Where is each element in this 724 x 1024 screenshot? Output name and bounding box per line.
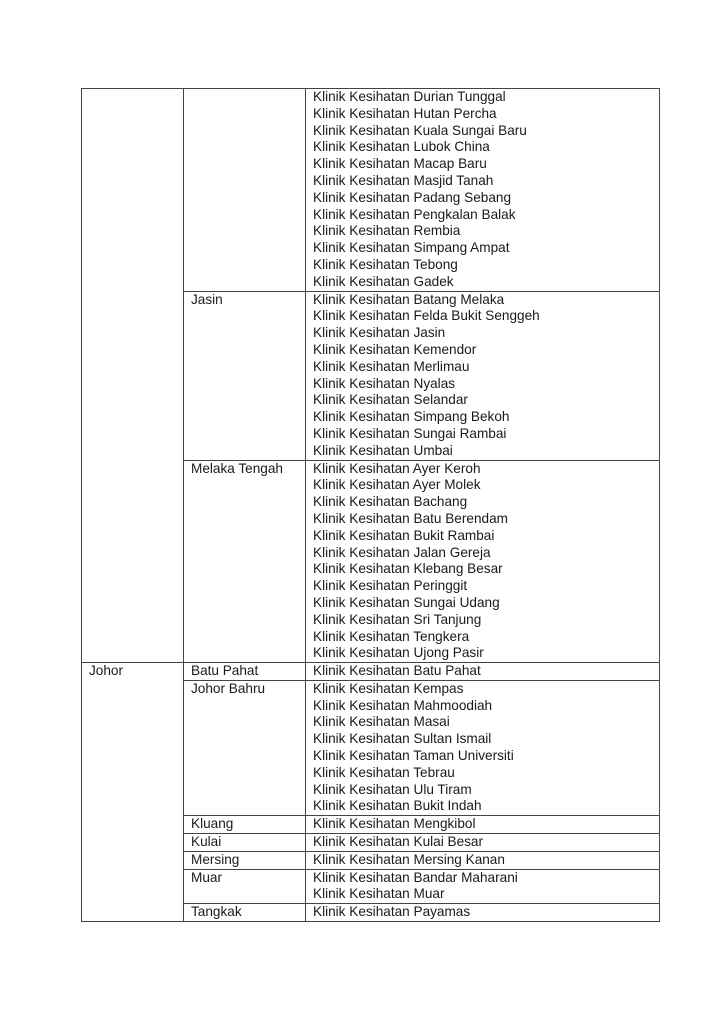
clinic-name: Klinik Kesihatan Jalan Gereja	[313, 544, 491, 560]
clinic-name: Klinik Kesihatan Merlimau	[313, 358, 470, 374]
clinic-name: Klinik Kesihatan Tebong	[313, 256, 458, 272]
clinic-name: Klinik Kesihatan Sungai Udang	[313, 594, 500, 610]
clinic-name: Klinik Kesihatan Klebang Besar	[313, 561, 503, 577]
district-cell: Batu Pahat	[184, 663, 306, 681]
district-cell: Mersing	[184, 851, 306, 869]
clinic-name: Klinik Kesihatan Padang Sebang	[313, 189, 512, 205]
table-row	[82, 663, 660, 681]
clinic-name: Klinik Kesihatan Umbai	[313, 442, 453, 458]
clinic-name: Klinik Kesihatan Selandar	[313, 392, 468, 408]
clinic-name: Klinik Kesihatan Masai	[313, 714, 450, 730]
district-cell: Johor Bahru	[184, 680, 306, 815]
table-row	[82, 89, 660, 292]
clinic-cell	[306, 663, 660, 681]
clinic-name: Klinik Kesihatan Macap Baru	[313, 156, 487, 172]
clinic-cell	[306, 904, 660, 922]
clinic-name: Klinik Kesihatan Nyalas	[313, 375, 456, 391]
clinic-cell	[306, 834, 660, 852]
clinic-name: Klinik Kesihatan Simpang Ampat	[313, 240, 510, 256]
clinic-name: Klinik Kesihatan Ujong Pasir	[313, 645, 484, 661]
district-cell: Muar	[184, 869, 306, 904]
clinic-name: Klinik Kesihatan Kempas	[313, 680, 464, 696]
clinic-name: Klinik Kesihatan Peringgit	[313, 578, 468, 594]
clinic-name: Klinik Kesihatan Muar	[313, 886, 445, 902]
clinic-name: Klinik Kesihatan Bandar Maharani	[313, 869, 518, 885]
clinic-name: Klinik Kesihatan Kuala Sungai Baru	[313, 122, 527, 138]
clinic-name: Klinik Kesihatan Sri Tanjung	[313, 611, 482, 627]
clinic-cell	[306, 680, 660, 815]
clinic-name: Klinik Kesihatan Pengkalan Balak	[313, 206, 516, 222]
clinic-name: Klinik Kesihatan Jasin	[313, 325, 446, 341]
clinic-name: Klinik Kesihatan Mersing Kanan	[313, 851, 505, 867]
clinic-name: Klinik Kesihatan Bukit Rambai	[313, 527, 495, 543]
district-cell: Kluang	[184, 816, 306, 834]
clinic-name: Klinik Kesihatan Batang Melaka	[313, 291, 505, 307]
clinic-name: Klinik Kesihatan Hutan Percha	[313, 105, 497, 121]
clinic-name: Klinik Kesihatan Simpang Bekoh	[313, 409, 510, 425]
clinic-cell	[306, 291, 660, 460]
district-cell: Kulai	[184, 834, 306, 852]
clinic-cell	[306, 460, 660, 663]
clinic-name: Klinik Kesihatan Sungai Rambai	[313, 425, 507, 441]
state-cell	[82, 89, 184, 663]
clinic-name: Klinik Kesihatan Kemendor	[313, 341, 477, 357]
clinic-name: Klinik Kesihatan Ulu Tiram	[313, 781, 472, 797]
district-cell: Tangkak	[184, 904, 306, 922]
clinic-name: Klinik Kesihatan Tebrau	[313, 764, 455, 780]
clinic-name: Klinik Kesihatan Mahmoodiah	[313, 697, 493, 713]
clinic-name: Klinik Kesihatan Felda Bukit Senggeh	[313, 308, 540, 324]
clinic-name: Klinik Kesihatan Kulai Besar	[313, 834, 484, 850]
clinic-name: Klinik Kesihatan Gadek	[313, 273, 454, 289]
clinic-name: Klinik Kesihatan Durian Tunggal	[313, 89, 506, 104]
clinic-name: Klinik Kesihatan Mengkibol	[313, 816, 476, 832]
district-cell: Jasin	[184, 291, 306, 460]
clinic-name: Klinik Kesihatan Tengkera	[313, 628, 470, 644]
clinic-name: Klinik Kesihatan Ayer Keroh	[313, 460, 481, 476]
clinic-table	[81, 88, 660, 922]
clinic-name: Klinik Kesihatan Payamas	[313, 904, 471, 920]
clinic-name: Klinik Kesihatan Bukit Indah	[313, 798, 482, 814]
clinic-name: Klinik Kesihatan Ayer Molek	[313, 477, 481, 493]
clinic-name: Klinik Kesihatan Bachang	[313, 494, 468, 510]
state-cell: Johor	[82, 663, 184, 922]
clinic-name: Klinik Kesihatan Masjid Tanah	[313, 172, 494, 188]
clinic-cell	[306, 89, 660, 292]
district-cell: Melaka Tengah	[184, 460, 306, 663]
clinic-name: Klinik Kesihatan Rembia	[313, 223, 461, 239]
clinic-name: Klinik Kesihatan Taman Universiti	[313, 748, 514, 764]
clinic-cell	[306, 869, 660, 904]
clinic-cell	[306, 851, 660, 869]
clinic-cell	[306, 816, 660, 834]
clinic-name: Klinik Kesihatan Batu Berendam	[313, 510, 508, 526]
clinic-name: Klinik Kesihatan Batu Pahat	[313, 663, 481, 679]
district-cell	[184, 89, 306, 292]
clinic-name: Klinik Kesihatan Sultan Ismail	[313, 731, 492, 747]
clinic-name: Klinik Kesihatan Lubok China	[313, 139, 490, 155]
